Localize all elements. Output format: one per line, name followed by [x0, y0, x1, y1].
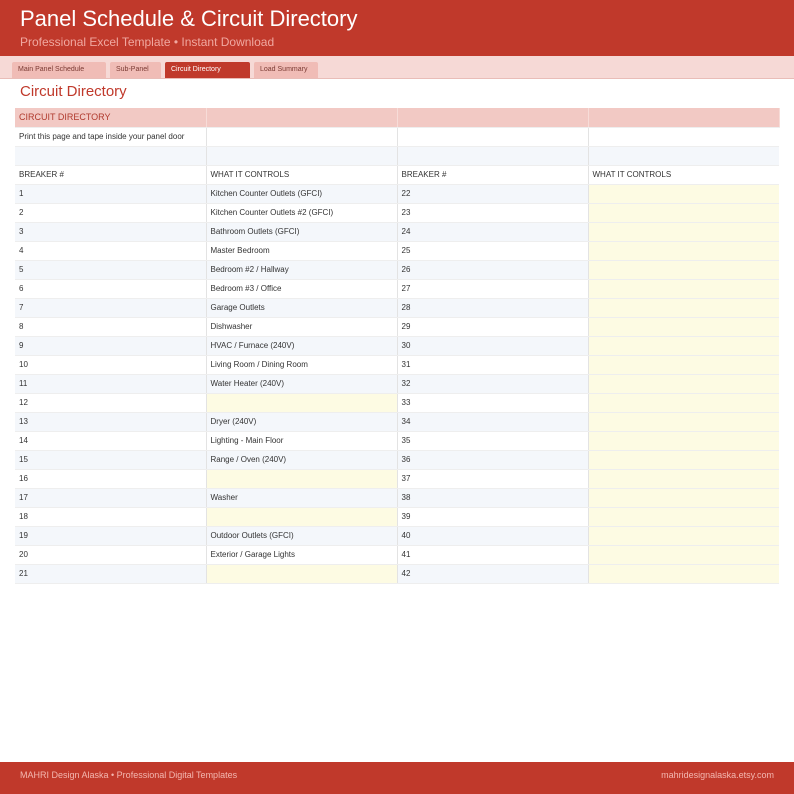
section-title: CIRCUIT DIRECTORY	[15, 108, 206, 127]
spacer-row	[15, 146, 779, 165]
circuit-description-left[interactable]: Garage Outlets	[206, 298, 397, 317]
table-row	[15, 374, 779, 393]
circuit-directory-table	[15, 108, 780, 584]
breaker-number-left: 6	[15, 279, 206, 298]
circuit-description-right[interactable]	[588, 184, 779, 203]
cell	[397, 127, 588, 146]
breaker-number-right: 22	[397, 184, 588, 203]
circuit-description-right[interactable]	[588, 431, 779, 450]
breaker-number-left: 7	[15, 298, 206, 317]
column-header-controls-right: WHAT IT CONTROLS	[588, 165, 779, 184]
breaker-number-left: 19	[15, 526, 206, 545]
table-row	[15, 317, 779, 336]
breaker-number-right: 28	[397, 298, 588, 317]
breaker-number-left: 5	[15, 260, 206, 279]
circuit-description-left[interactable]: Kitchen Counter Outlets #2 (GFCI)	[206, 203, 397, 222]
table-row	[15, 545, 779, 564]
circuit-description-left[interactable]	[206, 393, 397, 412]
table-row	[15, 336, 779, 355]
circuit-description-left[interactable]	[206, 564, 397, 583]
instruction-text: Print this page and tape inside your panel door	[15, 127, 206, 146]
table-row	[15, 222, 779, 241]
breaker-number-left: 1	[15, 184, 206, 203]
table-row	[15, 241, 779, 260]
breaker-number-right: 34	[397, 412, 588, 431]
circuit-description-right[interactable]	[588, 526, 779, 545]
circuit-description-right[interactable]	[588, 222, 779, 241]
circuit-description-right[interactable]	[588, 564, 779, 583]
circuit-description-right[interactable]	[588, 545, 779, 564]
breaker-number-right: 40	[397, 526, 588, 545]
circuit-description-right[interactable]	[588, 241, 779, 260]
breaker-number-right: 24	[397, 222, 588, 241]
cell	[397, 108, 588, 127]
circuit-description-left[interactable]: Bedroom #2 / Hallway	[206, 260, 397, 279]
breaker-number-left: 21	[15, 564, 206, 583]
circuit-description-right[interactable]	[588, 450, 779, 469]
circuit-description-left[interactable]: Bedroom #3 / Office	[206, 279, 397, 298]
breaker-number-left: 4	[15, 241, 206, 260]
breaker-number-left: 12	[15, 393, 206, 412]
column-header-row	[15, 165, 779, 184]
breaker-number-right: 42	[397, 564, 588, 583]
table-row	[15, 450, 779, 469]
breaker-number-left: 14	[15, 431, 206, 450]
breaker-number-right: 41	[397, 545, 588, 564]
instruction-row	[15, 127, 779, 146]
circuit-description-right[interactable]	[588, 469, 779, 488]
circuit-description-right[interactable]	[588, 317, 779, 336]
app-title: Panel Schedule & Circuit Directory	[20, 6, 358, 31]
column-header-breaker-right: BREAKER #	[397, 165, 588, 184]
breaker-number-right: 31	[397, 355, 588, 374]
tab-main-panel-schedule[interactable]: Main Panel Schedule	[12, 62, 106, 78]
cell	[588, 108, 779, 127]
app-footer	[0, 762, 794, 794]
table-row	[15, 260, 779, 279]
circuit-description-left[interactable]: Washer	[206, 488, 397, 507]
column-header-controls-left: WHAT IT CONTROLS	[206, 165, 397, 184]
breaker-number-left: 16	[15, 469, 206, 488]
circuit-description-left[interactable]: Kitchen Counter Outlets (GFCI)	[206, 184, 397, 203]
breaker-number-left: 15	[15, 450, 206, 469]
circuit-description-left[interactable]: Dishwasher	[206, 317, 397, 336]
table-row	[15, 431, 779, 450]
circuit-description-left[interactable]: Bathroom Outlets (GFCI)	[206, 222, 397, 241]
circuit-description-left[interactable]: Master Bedroom	[206, 241, 397, 260]
circuit-description-right[interactable]	[588, 374, 779, 393]
breaker-number-right: 36	[397, 450, 588, 469]
circuit-description-left[interactable]: Dryer (240V)	[206, 412, 397, 431]
breaker-number-left: 10	[15, 355, 206, 374]
cell	[15, 146, 206, 165]
breaker-number-right: 27	[397, 279, 588, 298]
breaker-number-right: 35	[397, 431, 588, 450]
section-title-row	[15, 108, 779, 127]
circuit-description-right[interactable]	[588, 355, 779, 374]
cell	[206, 127, 397, 146]
tab-load-summary[interactable]: Load Summary	[254, 62, 318, 78]
breaker-number-right: 26	[397, 260, 588, 279]
circuit-description-right[interactable]	[588, 298, 779, 317]
circuit-description-left[interactable]: Exterior / Garage Lights	[206, 545, 397, 564]
breaker-number-left: 18	[15, 507, 206, 526]
footer-shop-link[interactable]: mahridesignalaska.etsy.com	[661, 770, 774, 780]
table-row	[15, 203, 779, 222]
cell	[588, 146, 779, 165]
cell	[206, 108, 397, 127]
table-row	[15, 298, 779, 317]
app-header	[0, 0, 794, 56]
breaker-number-right: 37	[397, 469, 588, 488]
breaker-number-right: 23	[397, 203, 588, 222]
circuit-description-right[interactable]	[588, 507, 779, 526]
breaker-number-left: 20	[15, 545, 206, 564]
breaker-number-right: 38	[397, 488, 588, 507]
breaker-number-right: 32	[397, 374, 588, 393]
circuit-description-right[interactable]	[588, 279, 779, 298]
circuit-description-left[interactable]: Lighting - Main Floor	[206, 431, 397, 450]
cell	[588, 127, 779, 146]
sheet-tab-bar	[0, 56, 794, 79]
table-row	[15, 393, 779, 412]
table-row	[15, 279, 779, 298]
table-row	[15, 526, 779, 545]
footer-brand: MAHRI Design Alaska • Professional Digital Templates	[20, 770, 238, 780]
breaker-number-left: 8	[15, 317, 206, 336]
circuit-description-right[interactable]	[588, 393, 779, 412]
circuit-description-left[interactable]	[206, 507, 397, 526]
breaker-number-right: 29	[397, 317, 588, 336]
tab-circuit-directory[interactable]: Circuit Directory	[165, 62, 250, 78]
table-row	[15, 412, 779, 431]
breaker-number-left: 3	[15, 222, 206, 241]
circuit-description-right[interactable]	[588, 336, 779, 355]
page-title: Circuit Directory	[20, 83, 127, 100]
column-header-breaker-left: BREAKER #	[15, 165, 206, 184]
breaker-number-right: 30	[397, 336, 588, 355]
breaker-number-right: 25	[397, 241, 588, 260]
breaker-number-left: 17	[15, 488, 206, 507]
cell	[206, 146, 397, 165]
table-row	[15, 488, 779, 507]
cell	[397, 146, 588, 165]
breaker-number-right: 33	[397, 393, 588, 412]
table-row	[15, 469, 779, 488]
table-row	[15, 184, 779, 203]
breaker-number-left: 11	[15, 374, 206, 393]
circuit-description-left[interactable]: Outdoor Outlets (GFCI)	[206, 526, 397, 545]
circuit-description-left[interactable]: Water Heater (240V)	[206, 374, 397, 393]
breaker-number-left: 2	[15, 203, 206, 222]
circuit-description-right[interactable]	[588, 260, 779, 279]
tab-sub-panel[interactable]: Sub-Panel	[110, 62, 161, 78]
circuit-description-right[interactable]	[588, 203, 779, 222]
circuit-description-right[interactable]	[588, 488, 779, 507]
breaker-number-left: 13	[15, 412, 206, 431]
table-row	[15, 564, 779, 583]
table-row	[15, 355, 779, 374]
app-subtitle: Professional Excel Template • Instant Download	[20, 35, 275, 49]
circuit-description-left[interactable]: Range / Oven (240V)	[206, 450, 397, 469]
circuit-description-left[interactable]: Living Room / Dining Room	[206, 355, 397, 374]
table-row	[15, 507, 779, 526]
breaker-number-right: 39	[397, 507, 588, 526]
breaker-number-left: 9	[15, 336, 206, 355]
circuit-description-left[interactable]: HVAC / Furnace (240V)	[206, 336, 397, 355]
circuit-description-right[interactable]	[588, 412, 779, 431]
circuit-description-left[interactable]	[206, 469, 397, 488]
